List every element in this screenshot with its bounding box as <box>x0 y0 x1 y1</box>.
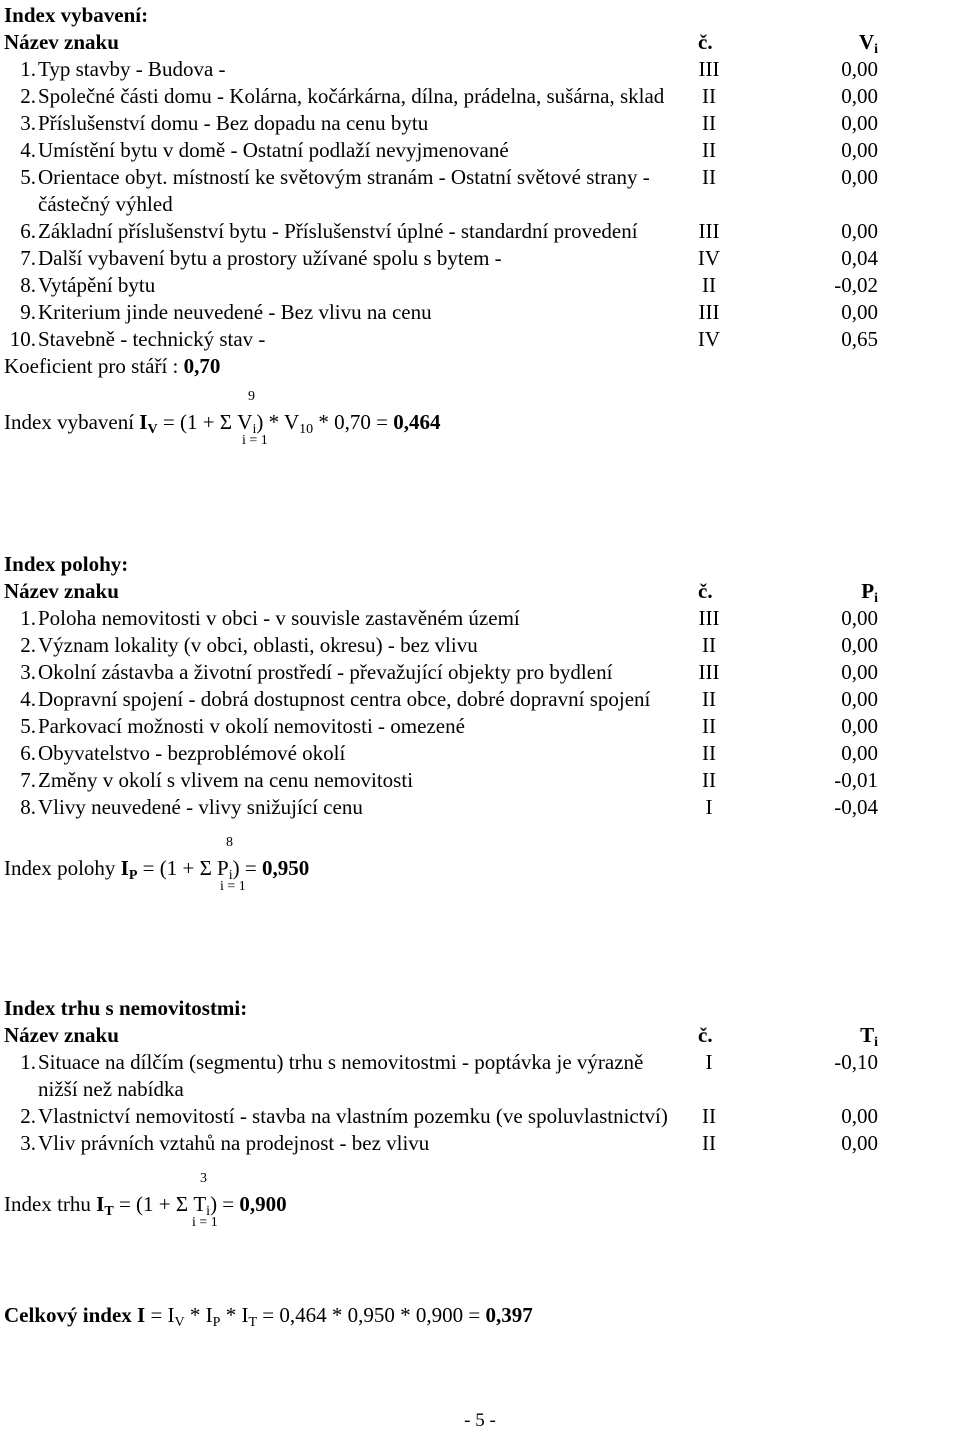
market-title: Index trhu s nemovitostmi: <box>4 996 248 1020</box>
table-row: 2. Význam lokality (v obci, oblasti, okresu) - bez vlivu II 0,00 <box>20 633 878 657</box>
table-row: 2. Společné části domu - Kolárna, kočárkárna, dílna, prádelna, sušárna, sklad II 0,00 <box>20 84 878 108</box>
table-row: 10. Stavebně - technický stav - IV 0,65 <box>9 327 878 351</box>
table-row: 5. Parkovací možnosti v okolí nemovitosti - omezené II 0,00 <box>20 714 878 738</box>
table-row: 6. Základní příslušenství bytu - Příslušenství úplné - standardní provedení III 0,00 <box>20 219 878 243</box>
table-row: 7. Změny v okolí s vlivem na cenu nemovitosti II -0,01 <box>20 768 878 792</box>
table-row: 3. Příslušenství domu - Bez dopadu na cenu bytu II 0,00 <box>20 111 878 135</box>
location-formula: 8 Index polohy $I_P = (1 + \Sigma$ $P_i) = 0,950$ i = 1 <box>4 835 310 894</box>
location-title: Index polohy: <box>4 552 129 576</box>
market-section <box>4 995 884 1235</box>
table-row: 4. Umístění bytu v domě - Ostatní podlaží nevyjmenované II 0,00 <box>20 138 878 162</box>
col-class: č. <box>698 30 713 54</box>
equipment-column-header <box>4 29 884 56</box>
table-row: 3. Vliv právních vztahů na prodejnost - bez vlivu II 0,00 <box>20 1131 878 1155</box>
equipment-rows <box>4 56 884 353</box>
total-index: Celkový index $I = I_V * I_P * I_T = 0,464 * 0,950 * 0,900 = 0,397$ <box>4 1303 533 1330</box>
market-column-header: Název znaku č. $T_i$ <box>4 1023 878 1050</box>
table-row: 3. Okolní zástavba a životní prostředí - převažující objekty pro bydlení III 0,00 <box>20 660 878 684</box>
page-number: - 5 - <box>464 1410 496 1431</box>
col-name: Název znaku <box>4 30 119 54</box>
equipment-section <box>4 2 884 453</box>
table-row: 4. Dopravní spojení - dobrá dostupnost centra obce, dobré dopravní spojení II 0,00 <box>20 687 878 711</box>
location-section <box>4 551 884 899</box>
table-row: 7. Další vybavení bytu a prostory užívané spolu s bytem - IV 0,04 <box>20 246 878 270</box>
age-coefficient: Koeficient pro stáří : 0,70 <box>4 354 221 378</box>
location-column-header: Název znaku č. $P_i$ <box>4 579 878 606</box>
table-row: 1. Typ stavby - Budova - III 0,00 <box>20 57 878 81</box>
equipment-title: Index vybavení: <box>4 3 149 27</box>
table-row: 1. Situace na dílčím (segmentu) trhu s nemovitostmi - poptávka je výrazně nižší než nabídka I -0,10 <box>20 1050 878 1101</box>
table-row: 6. Obyvatelstvo - bezproblémové okolí II 0,00 <box>20 741 878 765</box>
table-row: 8. Vlivy neuvedené - vlivy snižující cenu I -0,04 <box>20 795 878 819</box>
market-formula: 3 Index trhu $I_T = (1 + \Sigma$ $T_i) = 0,900$ i = 1 <box>4 1171 287 1230</box>
table-row: 5. Orientace obyt. místností ke světovým stranám - Ostatní světové strany - částečný výhled II 0,00 <box>20 165 878 216</box>
table-row: 2. Vlastnictví nemovitostí - stavba na vlastním pozemku (ve spoluvlastnictví) II 0,00 <box>20 1104 878 1128</box>
table-row: 8. Vytápění bytu II -0,02 <box>20 273 878 297</box>
market-rows <box>4 1049 884 1157</box>
location-rows <box>4 605 884 821</box>
col-value: $V_i$ <box>858 30 878 57</box>
table-row: 1. Poloha nemovitosti v obci - v souvisle zastavěném území III 0,00 <box>20 606 878 630</box>
table-row: 9. Kriterium jinde neuvedené - Bez vlivu na cenu III 0,00 <box>20 300 878 324</box>
equipment-formula: 9 Index vybavení $I_V = (1 + \Sigma$ $V_i) * V_{10} * 0,70 = 0,464$ i = 1 <box>4 389 441 448</box>
